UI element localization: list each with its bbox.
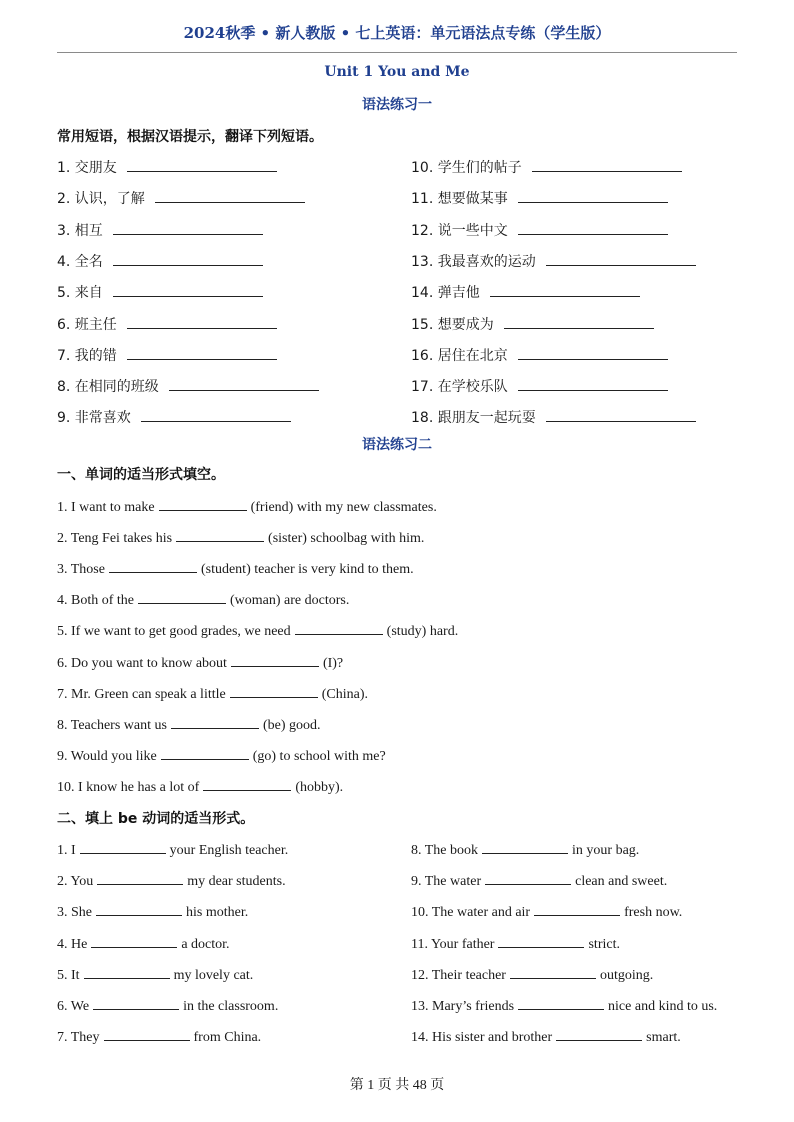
answer-blank[interactable] (498, 933, 584, 948)
answer-blank[interactable] (490, 282, 640, 297)
phrase-item (411, 220, 672, 240)
exercise-text-before: 3. She (57, 905, 92, 921)
answer-blank[interactable] (504, 314, 654, 329)
answer-blank[interactable] (109, 558, 197, 573)
exercise-text-after: (go) to school with me? (252, 748, 386, 764)
phrase-item (411, 251, 700, 271)
exercise-text-before: 9. The water (411, 874, 482, 890)
answer-blank[interactable] (556, 1026, 642, 1041)
exercise-item (411, 964, 653, 984)
answer-blank[interactable] (141, 407, 291, 422)
section1-title: 一、单词的适当形式填空。 (57, 467, 225, 483)
phrase-label: 11. 想要做某事 (411, 191, 508, 208)
phrase-item (57, 220, 267, 240)
phrase-item (57, 407, 295, 427)
phrase-label: 14. 弹吉他 (411, 285, 480, 302)
phrase-item (411, 188, 672, 208)
answer-blank[interactable] (534, 901, 620, 916)
answer-blank[interactable] (161, 745, 249, 760)
exercise-text-after: (China). (321, 686, 368, 702)
exercise-text-before: 1. I want to make (57, 500, 155, 515)
exercise-text-before: 4. Both of the (57, 593, 134, 609)
practice1-title: 语法练习一 (362, 97, 432, 113)
exercise-text-after: my lovely cat. (173, 967, 254, 983)
exercise-text-after: his mother. (186, 905, 249, 921)
exercise-item (57, 964, 253, 984)
exercise-text-before: 10. The water and air (411, 905, 531, 921)
phrase-label: 18. 跟朋友一起玩耍 (411, 410, 536, 427)
answer-blank[interactable] (113, 251, 263, 266)
practice1-instruction: 常用短语，根据汉语提示，翻译下列短语。 (57, 129, 323, 145)
phrase-item (57, 314, 281, 334)
answer-blank[interactable] (171, 714, 259, 729)
exercise-item (57, 527, 424, 547)
answer-blank[interactable] (518, 188, 668, 203)
answer-blank[interactable] (127, 314, 277, 329)
exercise-text-after: fresh now. (624, 905, 683, 921)
page-number: 第 1 页 共 48 页 (349, 1078, 445, 1093)
exercise-text-before: 3. Those (57, 562, 105, 578)
answer-blank[interactable] (295, 620, 383, 635)
exercise-item (57, 901, 248, 921)
exercise-text-after: (student) teacher is very kind to them. (200, 562, 414, 578)
exercise-text-after: (I)? (322, 655, 344, 671)
answer-blank[interactable] (203, 776, 291, 791)
answer-blank[interactable] (169, 376, 319, 391)
phrase-label: 17. 在学校乐队 (411, 379, 508, 396)
exercise-text-before: 8. Teachers want us (57, 717, 167, 733)
exercise-text-after: in the classroom. (183, 999, 279, 1014)
exercise-item (57, 776, 343, 796)
phrase-label: 6. 班主任 (57, 316, 117, 333)
phrase-label: 16. 居住在北京 (411, 347, 508, 364)
exercise-item (57, 745, 386, 765)
exercise-text-before: 7. They (57, 1030, 100, 1046)
answer-blank[interactable] (155, 188, 305, 203)
answer-blank[interactable] (546, 251, 696, 266)
exercise-text-after: (hobby). (295, 779, 344, 795)
answer-blank[interactable] (138, 589, 226, 604)
phrase-item (57, 188, 309, 208)
exercise-item (57, 995, 278, 1015)
phrase-label: 4. 全名 (57, 253, 103, 270)
answer-blank[interactable] (546, 407, 696, 422)
exercise-item (411, 995, 717, 1015)
answer-blank[interactable] (485, 870, 571, 885)
answer-blank[interactable] (96, 901, 182, 916)
phrase-item (411, 282, 644, 302)
phrase-item (57, 376, 323, 396)
exercise-item (57, 620, 458, 640)
exercise-item (57, 496, 437, 516)
exercise-text-before: 7. Mr. Green can speak a little (57, 686, 226, 702)
answer-blank[interactable] (97, 870, 183, 885)
exercise-text-after: (be) good. (262, 717, 321, 733)
exercise-text-after: nice and kind to us. (608, 999, 718, 1014)
phrase-item (411, 314, 658, 334)
phrase-label: 8. 在相同的班级 (57, 379, 159, 396)
phrase-item (57, 282, 267, 302)
phrase-label: 10. 学生们的帖子 (411, 160, 522, 176)
exercise-text-before: 5. It (57, 967, 80, 983)
exercise-text-before: 6. Do you want to know about (57, 655, 227, 671)
unit-title: Unit 1 You and Me (324, 64, 470, 80)
exercise-item (57, 589, 349, 609)
answer-blank[interactable] (482, 839, 568, 854)
phrase-item (411, 345, 672, 365)
answer-blank[interactable] (84, 964, 170, 979)
exercise-item (411, 1026, 681, 1046)
phrase-label: 7. 我的错 (57, 347, 117, 364)
exercise-text-before: 14. His sister and brother (411, 1030, 553, 1046)
exercise-text-before: 12. Their teacher (411, 967, 506, 983)
exercise-item (411, 933, 620, 953)
answer-blank[interactable] (176, 527, 264, 542)
exercise-text-after: my dear students. (187, 874, 286, 890)
exercise-text-after: outgoing. (599, 967, 654, 983)
exercise-text-before: 4. He (57, 936, 88, 952)
exercise-text-before: 2. You (57, 874, 94, 890)
phrase-item (411, 157, 686, 177)
answer-blank[interactable] (80, 839, 166, 854)
answer-blank[interactable] (104, 1026, 190, 1041)
answer-blank[interactable] (127, 157, 277, 172)
exercise-item (57, 683, 368, 703)
phrase-label: 2. 认识，了解 (57, 191, 145, 208)
exercise-text-after: your English teacher. (169, 843, 289, 858)
practice2-title: 语法练习二 (362, 437, 432, 453)
exercise-text-before: 5. If we want to get good grades, we need (57, 624, 291, 640)
exercise-text-before: 2. Teng Fei takes his (57, 531, 173, 547)
answer-blank[interactable] (518, 345, 668, 360)
exercise-text-before: 1. I (57, 843, 76, 858)
phrase-label: 3. 相互 (57, 222, 103, 239)
exercise-text-after: (woman) are doctors. (230, 593, 350, 609)
exercise-item (411, 839, 639, 859)
answer-blank[interactable] (93, 995, 179, 1010)
phrase-item (411, 407, 700, 427)
exercise-text-before: 6. We (57, 999, 90, 1014)
answer-blank[interactable] (518, 995, 604, 1010)
phrase-item (57, 157, 281, 177)
answer-blank[interactable] (113, 282, 263, 297)
header-title: 2024秋季 • 新人教版 • 七上英语：单元语法点专练（学生版） (183, 24, 611, 42)
exercise-text-before: 8. The book (411, 843, 479, 858)
answer-blank[interactable] (518, 376, 668, 391)
exercise-item (57, 933, 230, 953)
answer-blank[interactable] (127, 345, 277, 360)
exercise-text-after: (study) hard. (386, 624, 459, 640)
answer-blank[interactable] (231, 652, 319, 667)
exercise-item (411, 901, 682, 921)
phrase-label: 1. 交朋友 (57, 160, 117, 176)
phrase-label: 5. 来自 (57, 285, 103, 302)
phrase-item (57, 345, 281, 365)
answer-blank[interactable] (91, 933, 177, 948)
exercise-item (57, 870, 286, 890)
exercise-text-after: (friend) with my new classmates. (250, 500, 437, 515)
exercise-item (411, 870, 667, 890)
answer-blank[interactable] (532, 157, 682, 172)
exercise-text-after: from China. (193, 1030, 262, 1046)
exercise-item (57, 714, 321, 734)
exercise-text-before: 13. Mary’s friends (411, 999, 515, 1014)
exercise-text-after: clean and sweet. (575, 874, 668, 890)
phrase-label: 13. 我最喜欢的运动 (411, 253, 536, 270)
answer-blank[interactable] (230, 683, 318, 698)
exercise-text-before: 9. Would you like (57, 748, 157, 764)
answer-blank[interactable] (159, 496, 247, 511)
exercise-text-after: strict. (588, 936, 620, 952)
exercise-item (57, 652, 343, 672)
phrase-label: 9. 非常喜欢 (57, 410, 131, 427)
exercise-text-before: 10. I know he has a lot of (57, 779, 200, 795)
phrase-label: 12. 说一些中文 (411, 222, 508, 239)
answer-blank[interactable] (113, 220, 263, 235)
header-divider (57, 52, 737, 53)
exercise-item (57, 839, 288, 859)
answer-blank[interactable] (518, 220, 668, 235)
section2-title: 二、填上 be 动词的适当形式。 (57, 811, 255, 827)
exercise-text-before: 11. Your father (411, 936, 495, 952)
exercise-text-after: (sister) schoolbag with him. (268, 531, 425, 547)
phrase-label: 15. 想要成为 (411, 316, 494, 333)
exercise-text-after: a doctor. (181, 936, 230, 952)
exercise-text-after: smart. (646, 1030, 681, 1046)
phrase-item (411, 376, 672, 396)
exercise-text-after: in your bag. (572, 843, 640, 858)
phrase-item (57, 251, 267, 271)
answer-blank[interactable] (510, 964, 596, 979)
exercise-item (57, 558, 414, 578)
exercise-item (57, 1026, 261, 1046)
